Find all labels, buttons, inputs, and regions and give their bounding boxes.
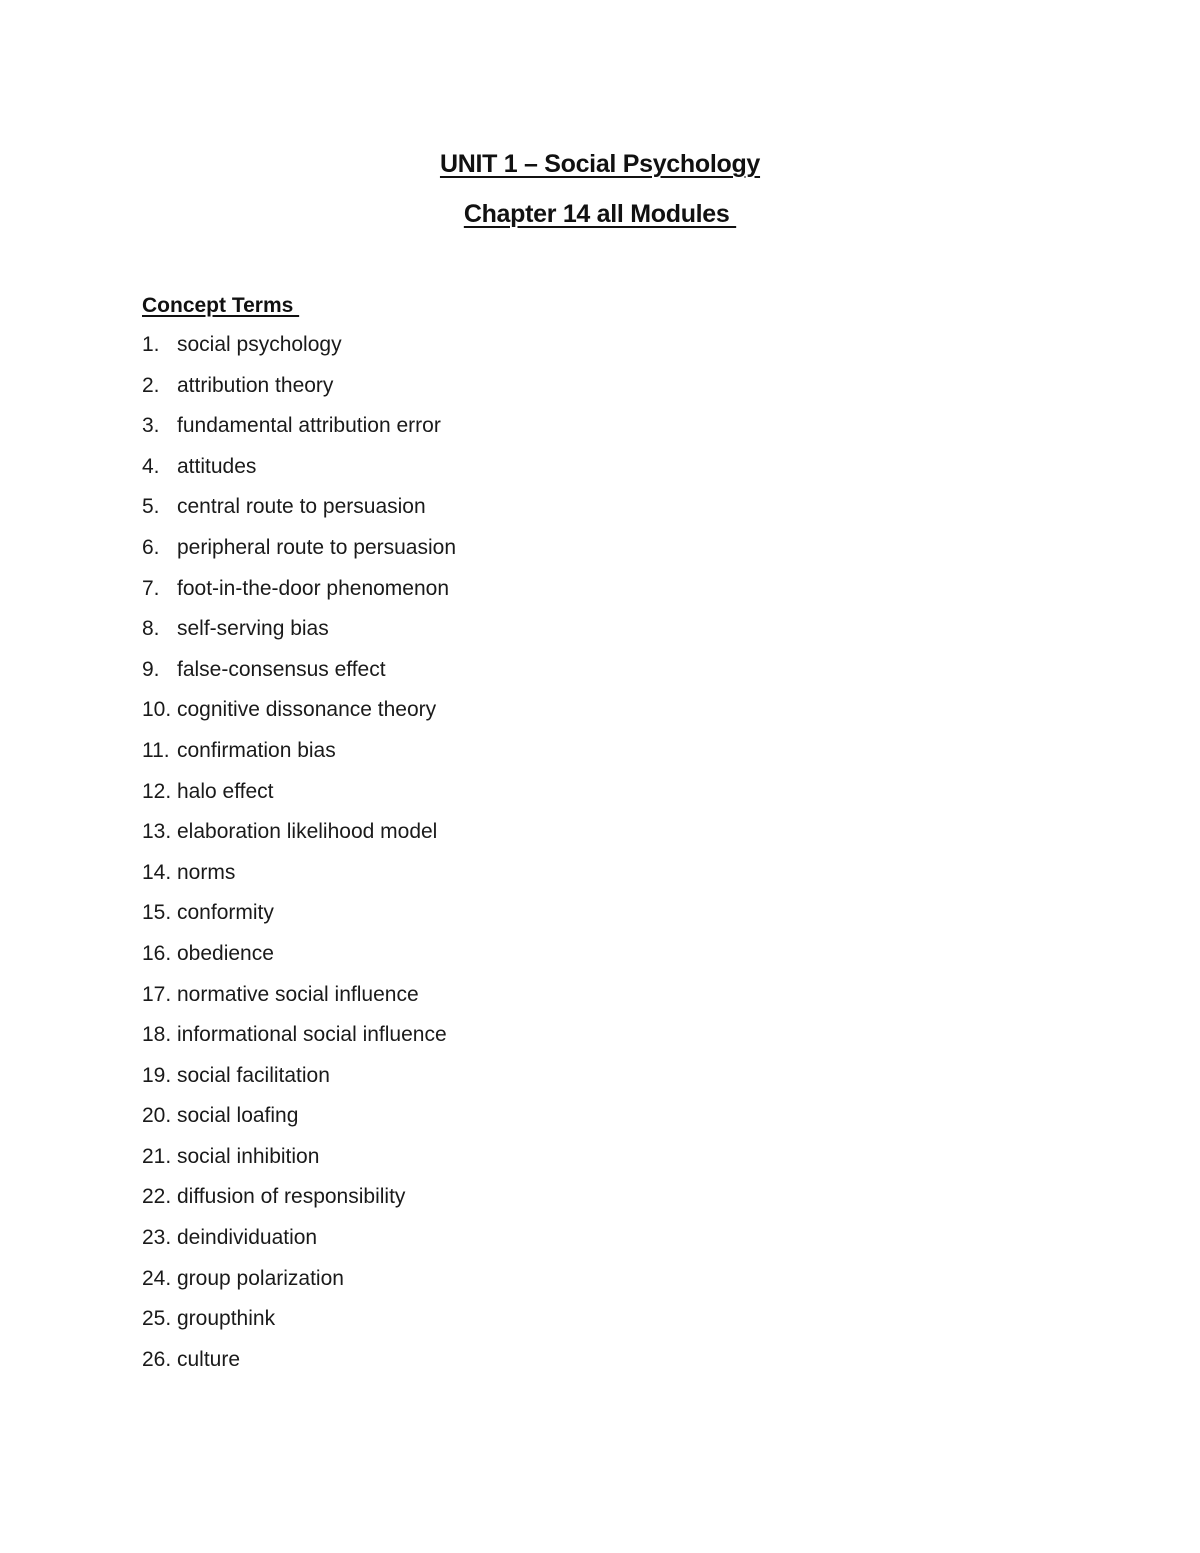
list-item-text: elaboration likelihood model (177, 820, 438, 844)
list-item (142, 1340, 456, 1381)
section-heading: Concept Terms (142, 294, 300, 317)
list-item-number: 19. (142, 1063, 172, 1087)
list-item (142, 528, 456, 569)
list-item-text: attribution theory (177, 373, 334, 397)
list-item (142, 1259, 456, 1300)
list-item (142, 447, 456, 488)
list-item-text: fundamental attribution error (177, 414, 441, 438)
list-item (142, 1096, 456, 1137)
list-item-number: 25. (142, 1307, 172, 1331)
list-item-text: normative social influence (177, 982, 419, 1006)
list-item (142, 487, 456, 528)
list-item-number: 11. (142, 738, 170, 762)
list-item-text: diffusion of responsibility (177, 1185, 406, 1209)
list-item-number: 10. (142, 698, 172, 722)
list-item-number: 23. (142, 1226, 172, 1250)
list-item-text: obedience (177, 941, 274, 965)
list-item (142, 569, 456, 610)
list-item-number: 6. (142, 535, 160, 559)
list-item (142, 812, 456, 853)
list-item-text: social psychology (177, 333, 342, 356)
list-item-number: 14. (142, 860, 172, 884)
list-item-text: conformity (177, 901, 274, 925)
list-item-number: 18. (142, 1023, 172, 1047)
list-item-number: 15. (142, 901, 172, 925)
list-item-number: 20. (142, 1104, 172, 1128)
list-item (142, 853, 456, 894)
list-item-number: 2. (142, 373, 160, 397)
concept-terms-list (142, 325, 456, 1380)
list-item (142, 325, 456, 366)
list-item-text: halo effect (177, 779, 274, 803)
list-item-text: culture (177, 1347, 241, 1371)
list-item-text: deindividuation (177, 1226, 318, 1250)
list-item (142, 1137, 456, 1178)
list-item (142, 1299, 456, 1340)
list-item-text: informational social influence (177, 1023, 447, 1047)
list-item (142, 934, 456, 975)
list-item (142, 1056, 456, 1097)
list-item-number: 12. (142, 779, 172, 803)
list-item-text: social loafing (177, 1104, 299, 1128)
list-item (142, 772, 456, 813)
list-item (142, 1177, 456, 1218)
list-item-text: self-serving bias (177, 617, 329, 641)
list-item (142, 609, 456, 650)
list-item-number: 4. (142, 454, 160, 478)
list-item-number: 5. (142, 495, 160, 519)
list-item (142, 690, 456, 731)
list-item-text: norms (177, 860, 236, 884)
list-item (142, 731, 456, 772)
title-block (0, 139, 1200, 239)
list-item-text: false-consensus effect (177, 657, 386, 681)
list-item-text: confirmation bias (177, 738, 336, 762)
list-item-text: cognitive dissonance theory (177, 698, 437, 722)
list-item-number: 17. (142, 982, 172, 1006)
list-item-text: group polarization (177, 1266, 344, 1290)
list-item-number: 21. (142, 1144, 172, 1168)
list-item (142, 366, 456, 407)
list-item-number: 22. (142, 1185, 172, 1209)
list-item (142, 650, 456, 691)
list-item-number: 24. (142, 1266, 172, 1290)
list-item-number: 13. (142, 820, 172, 844)
list-item-text: social facilitation (177, 1063, 330, 1087)
list-item-text: peripheral route to persuasion (177, 535, 457, 559)
list-item (142, 1015, 456, 1056)
list-item (142, 1218, 456, 1259)
list-item-text: social inhibition (177, 1144, 320, 1168)
page-title: UNIT 1 – Social Psychology (439, 150, 761, 178)
list-item-number: 7. (142, 576, 160, 600)
list-item-text: central route to persuasion (177, 495, 426, 519)
list-item (142, 406, 456, 447)
list-item (142, 975, 456, 1016)
concept-terms-section (142, 287, 456, 1380)
list-item-number: 16. (142, 941, 172, 965)
list-item-number: 8. (142, 617, 160, 641)
list-item-number: 26. (142, 1347, 172, 1371)
list-item-number: 9. (142, 657, 160, 681)
list-item-text: groupthink (177, 1307, 276, 1331)
page-subtitle: Chapter 14 all Modules (463, 200, 737, 228)
list-item (142, 893, 456, 934)
list-item-text: foot-in-the-door phenomenon (177, 576, 450, 600)
list-item-number: 3. (142, 414, 160, 438)
list-item-text: attitudes (177, 454, 257, 478)
list-item-number: 1. (142, 333, 160, 356)
